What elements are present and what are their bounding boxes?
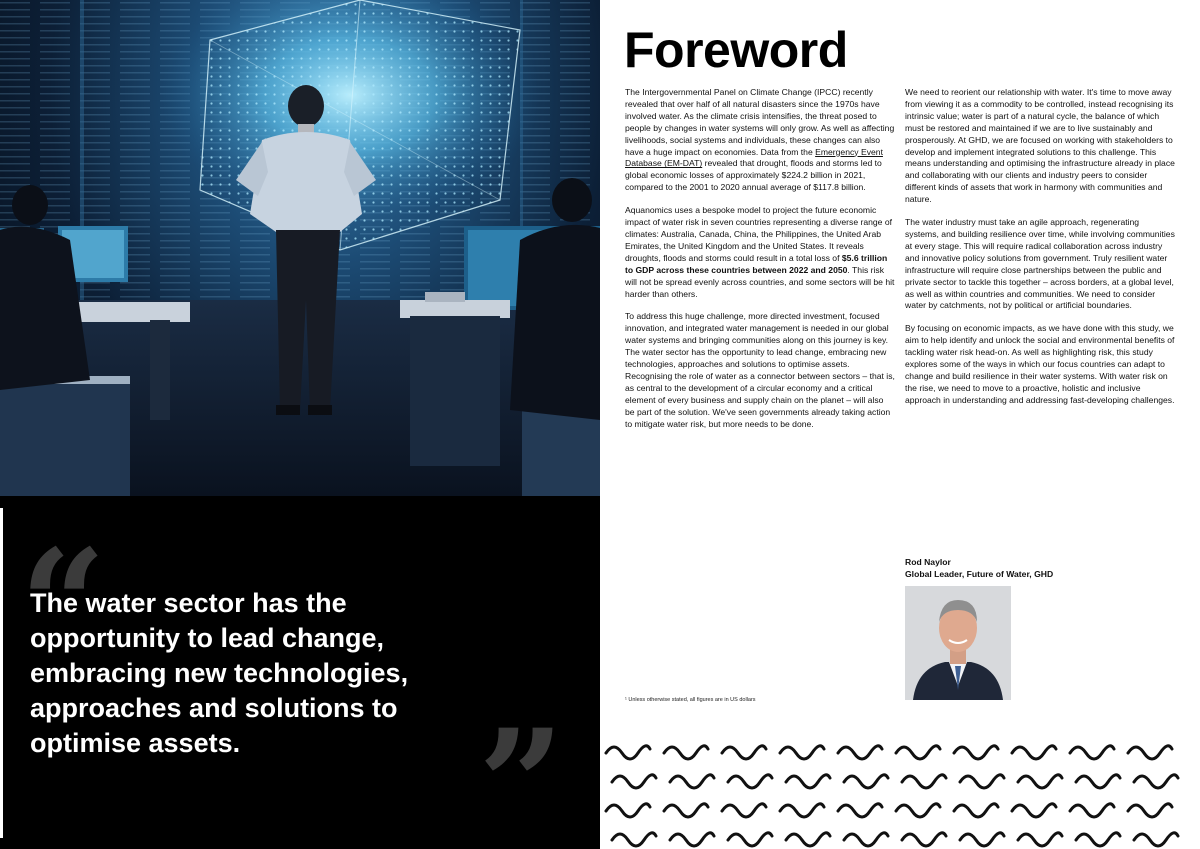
paragraph: By focusing on economic impacts, as we have done with this study, we aim to help identify and unlock the social and environmental benefits of tackling water risk head-on. As well as highlighting risk, this study explores some of the ways in which our focus countries can adapt to change and build resilience in their water systems. With water risk on the rise, we need to move to a proactive, holistic and inclusive approach in understanding and addressing fast-developing challenges. bbox=[905, 323, 1175, 405]
wave-icon bbox=[954, 804, 998, 817]
wave-icon bbox=[606, 804, 650, 817]
wave-icon bbox=[780, 746, 824, 759]
wave-icon bbox=[612, 775, 656, 788]
footnote: ¹ Unless otherwise stated, all figures are in US dollars bbox=[625, 697, 756, 703]
quote-divider bbox=[0, 508, 3, 838]
signature-name: Rod Naylor bbox=[905, 557, 951, 567]
control-room-photo bbox=[0, 0, 600, 496]
signature-block bbox=[905, 556, 1053, 580]
wave-icon bbox=[902, 775, 946, 788]
wave-icon bbox=[1018, 833, 1062, 846]
paragraph-text: revealed that drought, floods and storms led to global economic losses of approximately $224.2 billion in 2021, compared to the 2001 to 2020 annual average of $117.8 billion. bbox=[625, 158, 882, 193]
pull-quote-panel bbox=[0, 496, 600, 849]
foreword-column-right bbox=[905, 87, 1175, 418]
wave-icon bbox=[838, 804, 882, 817]
wave-icon bbox=[1128, 746, 1172, 759]
wave-icon bbox=[960, 775, 1004, 788]
page-title: Foreword bbox=[624, 22, 848, 78]
wave-icon bbox=[612, 833, 656, 846]
paragraph-text: Aquanomics uses a bespoke model to project the future economic impact of water risk in seven countries representing a diverse range of climates: Australia, Canada, China, the Philippines, the United Arab Emirates, the United Kingdom and the United States. It reveals droughts, floods and storms could result in a total loss of bbox=[625, 205, 893, 263]
wave-icon bbox=[722, 804, 766, 817]
wave-icon bbox=[1134, 775, 1178, 788]
wave-icon bbox=[1076, 833, 1120, 846]
wave-icon bbox=[896, 746, 940, 759]
wave-icon bbox=[954, 746, 998, 759]
wave-icon bbox=[902, 833, 946, 846]
emdat-link[interactable]: Emergency Event Database (EM-DAT) bbox=[625, 146, 883, 169]
wave-icon bbox=[1012, 804, 1056, 817]
wave-icon bbox=[838, 746, 882, 759]
wave-icon bbox=[844, 833, 888, 846]
author-portrait bbox=[905, 586, 1011, 700]
control-room-illustration bbox=[0, 0, 600, 496]
wave-icon bbox=[780, 804, 824, 817]
wave-pattern bbox=[600, 735, 1200, 849]
wave-icon bbox=[1018, 775, 1062, 788]
paragraph-text: The Intergovernmental Panel on Climate Change (IPCC) recently revealed that over half of all natural disasters since the 1970s have involved water. As the climate crisis intensifies, the threat posed to people by changes in water systems will only grow. As well as affecting livelihoods, social systems and individuals, these changes can also have a huge impact on economies. Data from the bbox=[625, 87, 895, 157]
wave-icon bbox=[728, 775, 772, 788]
wave-icon bbox=[606, 746, 650, 759]
signature-role: Global Leader, Future of Water, GHD bbox=[905, 569, 1054, 579]
pull-quote-text: The water sector has the opportunity to lead change, embracing new technologies, approaches and solutions to optimise assets. bbox=[30, 588, 409, 758]
wave-icon bbox=[664, 746, 708, 759]
wave-icon bbox=[1012, 746, 1056, 759]
foreword-column-left bbox=[625, 87, 895, 441]
wave-icon bbox=[722, 746, 766, 759]
author-portrait-illustration bbox=[905, 586, 1011, 700]
wave-icon bbox=[844, 775, 888, 788]
paragraph bbox=[625, 87, 895, 194]
wave-icon bbox=[1134, 833, 1178, 846]
wave-icon bbox=[664, 804, 708, 817]
paragraph bbox=[625, 205, 895, 300]
wave-icon bbox=[786, 775, 830, 788]
wave-icon bbox=[670, 775, 714, 788]
wave-icon bbox=[728, 833, 772, 846]
close-quote-icon: ” bbox=[478, 697, 565, 849]
open-quote-icon: “ bbox=[20, 517, 107, 693]
paragraph: The water industry must take an agile approach, regenerating systems, and building resilience over time, while involving communities at every stage. This will require radical collaboration across industry and innovative policy solutions from government. Truly resilient water infrastructure will require close partnerships between the public and private sector to tackle this together – across borders, at a global level, as well as within countries and communities. We need to consider water by catchments, not by political or artificial boundaries. bbox=[905, 217, 1175, 311]
wave-icon bbox=[786, 833, 830, 846]
wave-icon bbox=[1070, 746, 1114, 759]
paragraph: To address this huge challenge, more directed investment, focused innovation, and integrated water management is needed in our global water systems and bringing communities along on this journey is key. The water sector has the opportunity to lead change, embracing new technologies, approaches and solutions to optimise assets. Recognising the role of water as a connector between sectors – that is, as central to the development of a circular economy and a critical element of every business and supply chain on the planet – will also be part of the solution. We've seen governments already taking action to mitigate water risk, but more needs to be done. bbox=[625, 311, 895, 429]
highlight-text: $5.6 trillion to GDP across these countries between 2022 and 2050 bbox=[625, 252, 888, 275]
wave-icon bbox=[1128, 804, 1172, 817]
paragraph: We need to reorient our relationship with water. It's time to move away from viewing it as a commodity to be controlled, instead recognising its intrinsic value; water is part of a natural cycle, the balance of which must be restored and maintained if we are to live sustainably and prosperously. At GHD, we are focused on working with stakeholders to develop and implement integrated solutions to this challenge. This means understanding and optimising the infrastructure already in place and collaborating with our clients and industry peers to consider different kinds of assets that work in harmony with communities and nature. bbox=[905, 87, 1175, 205]
wave-icon bbox=[896, 804, 940, 817]
wave-icon bbox=[1070, 804, 1114, 817]
paragraph-text: . This risk will not be spread evenly across countries, and some sectors will be hit harder than others. bbox=[625, 264, 895, 299]
wave-pattern-graphic bbox=[600, 735, 1200, 849]
wave-icon bbox=[1076, 775, 1120, 788]
wave-icon bbox=[670, 833, 714, 846]
wave-icon bbox=[960, 833, 1004, 846]
